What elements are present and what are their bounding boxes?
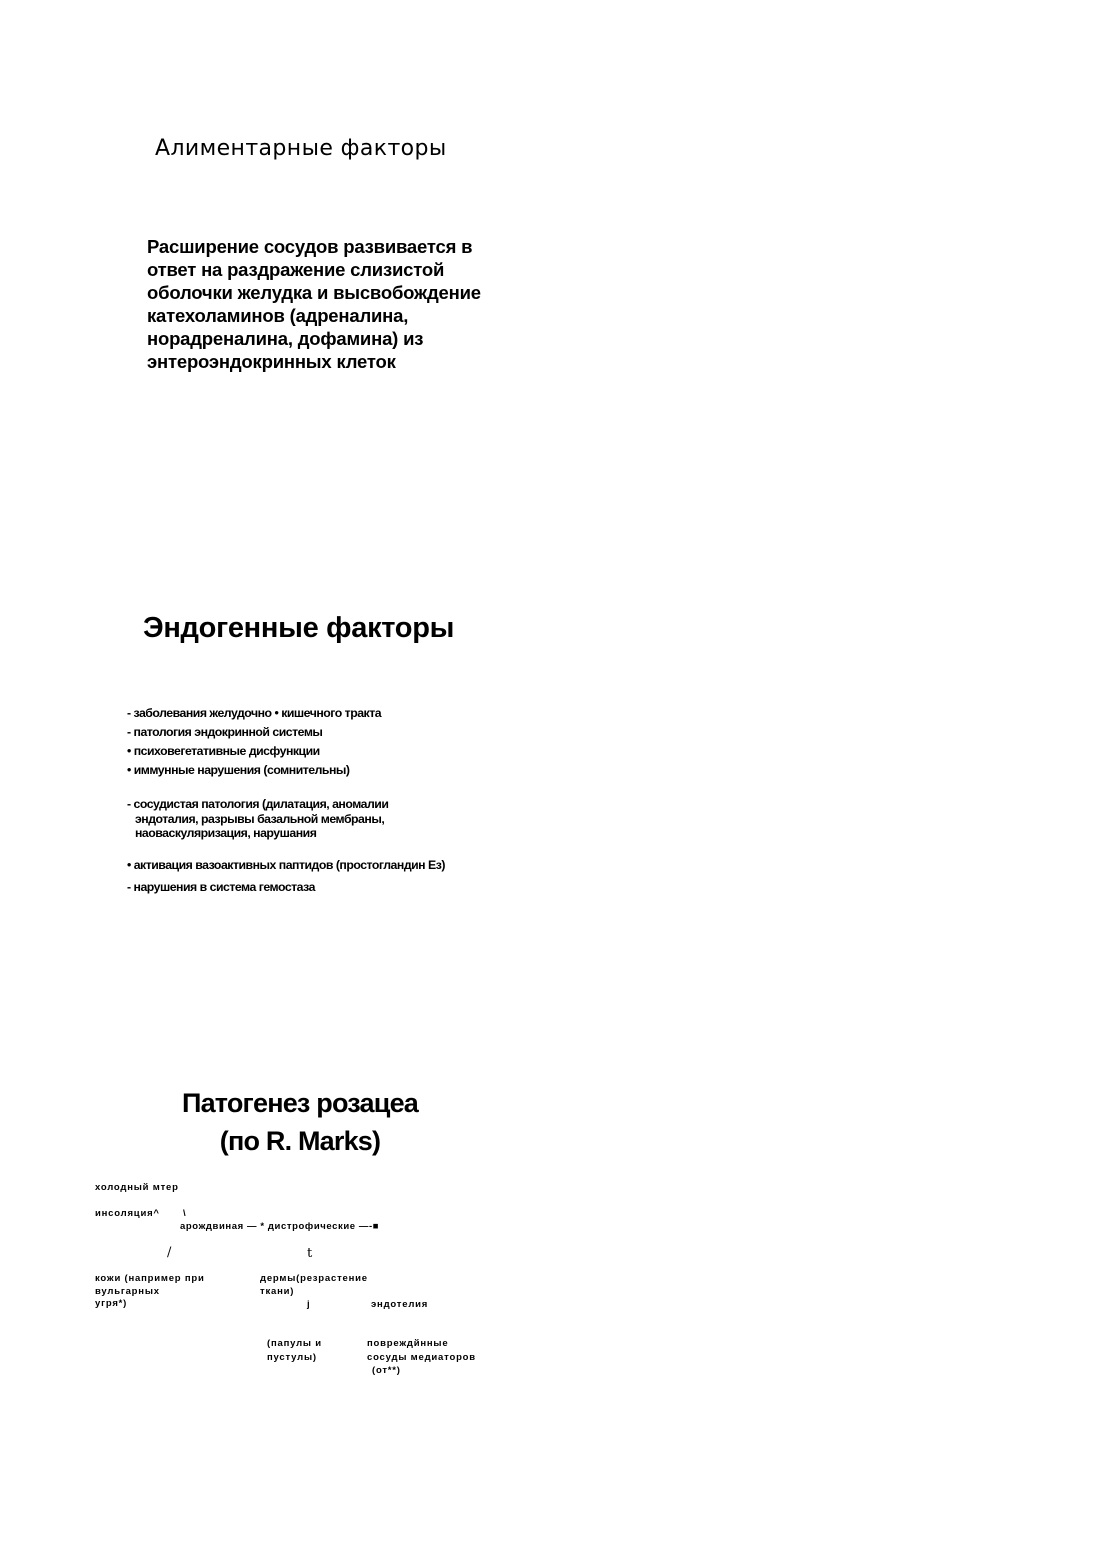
alimentary-factors-heading: Алиментарные факторы [155, 136, 447, 161]
pathogenesis-title-line: Патогенез розацеа [181, 1088, 419, 1118]
paragraph-line: ответ на раздражение слизистой [147, 259, 445, 280]
diagram-arrow-mark: t [307, 1246, 313, 1261]
list-item-continuation: эндоталия, разрывы базальной мембраны, [135, 812, 385, 826]
list-item: • психовегетативные дисфункции [127, 744, 320, 758]
pathogenesis-heading [150, 1084, 450, 1160]
diagram-congenital-dystrophic: арождвиная — * дистрофические —-■ [180, 1221, 380, 1232]
list-item: • иммунные нарушения (сомнительны) [127, 763, 350, 777]
diagram-endothelium: эндотелия [371, 1299, 429, 1310]
diagram-damaged-vessels-line: повреждйнные [367, 1338, 449, 1349]
paragraph-line: норадреналина, дофамина) из [147, 328, 424, 349]
list-item: - нарушения в система гемостаза [127, 880, 315, 894]
list-item-continuation: наоваскуляризация, нарушания [135, 826, 317, 840]
diagram-skin-line: вульгарных [95, 1286, 160, 1297]
pathogenesis-subtitle-line: (по R. Marks) [219, 1126, 381, 1156]
diagram-papules-line: (папулы и [267, 1338, 322, 1349]
paragraph-line: Расширение сосудов развивается в [147, 236, 473, 257]
diagram-papules-line: пустулы) [267, 1352, 317, 1363]
diagram-damaged-vessels-line: сосуды медиаторов [367, 1352, 476, 1363]
diagram-skin-line: кожи (например при [95, 1273, 205, 1284]
list-item: - патология эндокринной системы [127, 725, 323, 739]
list-item: • активация вазоактивных паптидов (простогландин Ез) [127, 858, 445, 872]
paragraph-line: катехоламинов (адреналина, [147, 305, 409, 326]
diagram-arrow-mark: / [167, 1245, 172, 1260]
endogenous-factors-heading: Эндогенные факторы [143, 612, 455, 644]
diagram-dermis-line: ткани) [260, 1286, 295, 1297]
alimentary-factors-paragraph [147, 235, 481, 373]
paragraph-line: оболочки желудка и высвобождение [147, 282, 481, 303]
paragraph-line: энтероэндокринных клеток [147, 351, 396, 372]
diagram-damaged-vessels-line: (от**) [372, 1365, 401, 1376]
diagram-arrow-mark: j [307, 1299, 311, 1310]
diagram-arrow-mark: \ [183, 1208, 187, 1219]
list-item: - сосудистая патология (дилатация, аномалии [127, 797, 389, 811]
diagram-dermis-line: дермы(резрастение [260, 1273, 368, 1284]
diagram-cold-wind: холодный мтер [95, 1182, 179, 1193]
diagram-skin-line: угря*) [95, 1298, 128, 1309]
diagram-insolation: инсоляция^ [95, 1208, 160, 1219]
list-item: - заболевания желудочно • кишечного тракта [127, 706, 382, 720]
